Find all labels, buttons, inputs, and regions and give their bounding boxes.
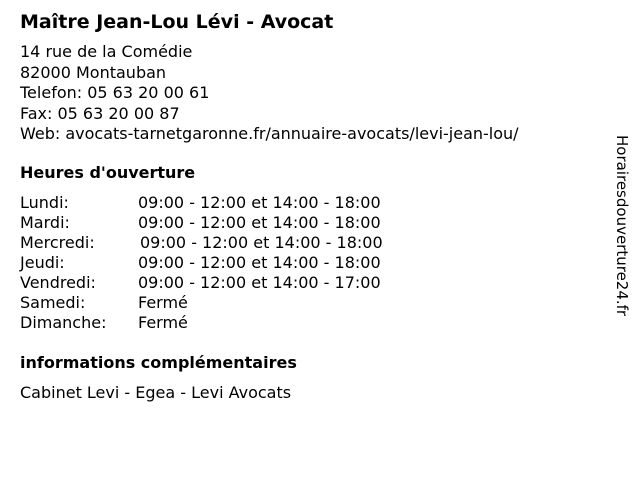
time-value: Fermé bbox=[138, 313, 188, 332]
contact-block bbox=[20, 42, 519, 145]
day-label: Mercredi: bbox=[20, 233, 95, 252]
opening-hours-heading: Heures d'ouverture bbox=[20, 163, 196, 182]
time-value: 09:00 - 12:00 et 14:00 - 18:00 bbox=[140, 233, 383, 252]
day-label: Samedi: bbox=[20, 293, 86, 312]
fax-number: Fax: 05 63 20 00 87 bbox=[20, 103, 180, 123]
phone-number[interactable]: Telefon: 05 63 20 00 61 bbox=[20, 83, 210, 102]
additional-info-text: Cabinet Levi - Egea - Levi Avocats bbox=[20, 383, 292, 402]
time-value: 09:00 - 12:00 et 14:00 - 18:00 bbox=[138, 253, 381, 272]
city-postcode: 82000 Montauban bbox=[20, 62, 167, 82]
additional-info-heading: informations complémentaires bbox=[20, 353, 297, 372]
side-brand-watermark: Horairesdouverture24.fr bbox=[613, 135, 631, 317]
day-label: Vendredi: bbox=[20, 273, 96, 292]
day-label: Lundi: bbox=[20, 193, 69, 212]
day-label: Jeudi: bbox=[20, 253, 65, 272]
time-value: 09:00 - 12:00 et 14:00 - 18:00 bbox=[138, 213, 381, 232]
day-label: Dimanche: bbox=[20, 313, 107, 332]
time-value: 09:00 - 12:00 et 14:00 - 17:00 bbox=[138, 273, 381, 292]
time-value: Fermé bbox=[138, 293, 188, 312]
website-link[interactable]: Web: avocats-tarnetgaronne.fr/annuaire-avocats/levi-jean-lou/ bbox=[20, 124, 519, 143]
page-title: Maître Jean-Lou Lévi - Avocat bbox=[20, 11, 334, 33]
time-value: 09:00 - 12:00 et 14:00 - 18:00 bbox=[138, 193, 381, 212]
street-address: 14 rue de la Comédie bbox=[20, 42, 193, 61]
day-label: Mardi: bbox=[20, 213, 70, 232]
